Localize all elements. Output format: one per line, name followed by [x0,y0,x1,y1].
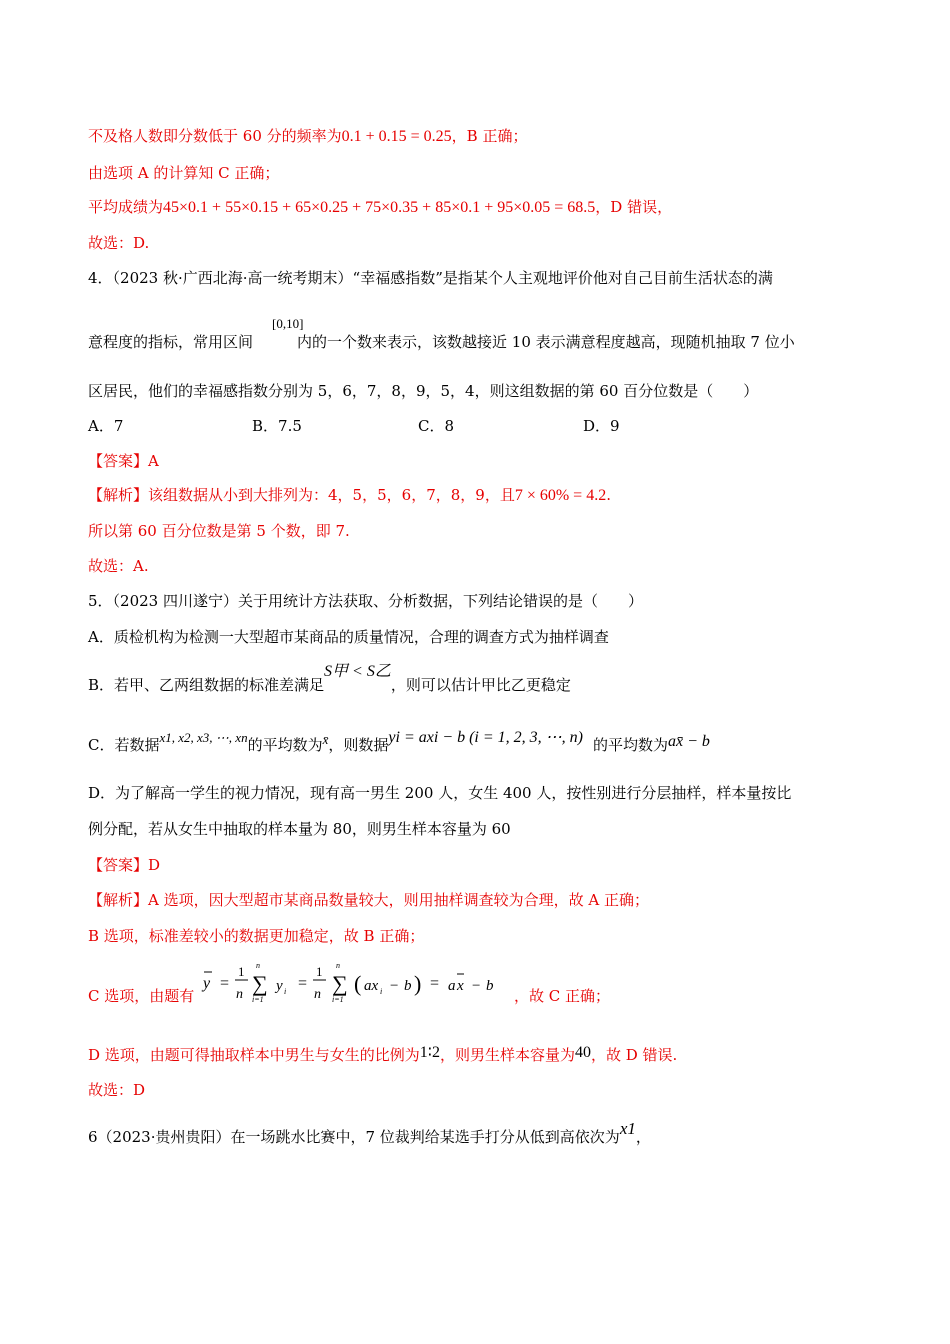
q4-stem-1: 4．（2023 秋·广西北海·高一统考期末）“幸福感指数”是指某个人主观地评价他对自己目前生活状态的满 [88,269,773,287]
q4-option-a: A．7 [88,417,124,435]
q5-mean-formula [198,958,512,1010]
q5-option-c [88,729,710,756]
q4-analysis-label: 【解析】 [88,486,149,504]
q4-pick: 故选：A. [88,557,149,575]
svg-text:i: i [284,987,287,996]
q5-analysis-1 [88,890,649,910]
q4-analysis [88,485,611,506]
q4-analysis-text: 该组数据从小到大排列为：4，5，5，6，7，8，9，且 [148,486,515,504]
svg-text:b: b [486,978,494,994]
svg-text:∑: ∑ [252,971,268,996]
q4-analysis-math: 7 × 60% = 4.2 [514,487,607,504]
svg-text:ax: ax [364,978,379,994]
q5-option-c-text2: 的平均数为 [247,736,323,754]
q4-interval: [0,10] [272,316,304,331]
q5-analysis-4-tail: ，故 D 错误. [590,1046,678,1064]
q3-l3-math: 45×0.1 + 55×0.15 + 65×0.25 + 75×0.35 + 85×0.1 + 95×0.05 = 68.5 [163,199,596,216]
svg-text:x: x [457,978,464,994]
svg-text:y: y [203,975,211,992]
svg-text:n: n [236,987,243,1002]
svg-text:1: 1 [238,964,245,979]
q5-stem: 5．（2023 四川遂宁）关于用统计方法获取、分析数据，下列结论错误的是（ ） [88,592,643,610]
q5-option-c-text3: ，则数据 [328,736,389,754]
q5-analysis-4-count: 40 [574,1044,591,1061]
svg-text:y: y [276,978,283,994]
svg-text:i=1: i=1 [252,995,264,1004]
q5-analysis-4-text: D 选项，由题可得抽取样本中男生与女生的比例为 [88,1046,420,1064]
q5-option-d-2: 例分配，若从女生中抽取的样本量为 80，则男生样本容量为 60 [88,820,511,838]
q5-option-b-tail: ，则可以估计甲比乙更稳定 [390,676,571,694]
q5-analysis-a: A 选项，因大型超市某商品数量较大，则用抽样调查较为合理，故 A 正确； [148,891,649,909]
q5-option-c-math1: x1, x2, x3, ⋯, xn [159,730,248,745]
q3-line-1 [88,126,527,147]
svg-text:−: − [472,978,481,994]
q4-stem-2a: 意程度的指标，常用区间 [88,333,254,351]
svg-text:i=1: i=1 [332,995,344,1004]
q5-analysis-3-tail: ，故 C 正确； [514,987,611,1005]
q6-tail: ， [635,1128,651,1146]
q4-stem-2b: 内的一个数来表示，该数越接近 10 表示满意程度越高，现随机抽取 7 位小 [297,333,795,351]
q5-pick: 故选：D [88,1081,146,1099]
svg-text:−: − [390,978,399,994]
svg-text:i: i [380,987,383,996]
svg-text:n: n [314,987,321,1002]
svg-text:=: = [220,975,230,992]
q6-stem [88,1119,651,1147]
q3-line-4: 故选：D. [88,234,150,252]
svg-text:=: = [430,975,440,992]
q3-line-2: 由选项 A 的计算知 C 正确； [88,164,280,182]
q5-option-b-math: S甲 < S乙 [324,663,391,680]
q6-stem-text: 6（2023·贵州贵阳）在一场跳水比赛中，7 位裁判给某选手打分从低到高依次为 [88,1128,620,1146]
q5-option-b [88,663,571,696]
q3-l3-text: 平均成绩为 [88,198,164,216]
q3-l1-math: 0.1 + 0.15 = 0.25 [341,128,452,145]
q4-answer: 【答案】A [88,452,159,470]
q4-option-c: C．8 [418,417,455,435]
q5-option-c-math3: yi = axi − b (i = 1, 2, 3, ⋯, n) [388,729,583,746]
q5-analysis-3 [88,986,194,1006]
q5-analysis-4-ratio: 1∶2 [419,1044,440,1061]
svg-text:n: n [256,961,260,970]
q3-l3-tail: ，D 错误， [595,198,673,216]
q5-analysis-2: B 选项，标准差较小的数据更加稳定，故 B 正确； [88,927,425,945]
svg-text:b: b [404,978,412,994]
q4-analysis-tail: . [606,486,611,504]
q5-analysis-4-text2: ，则男生样本容量为 [439,1046,575,1064]
q5-answer: 【答案】D [88,856,161,874]
q5-option-c-text4: 的平均数为 [592,736,668,754]
q4-option-d: D．9 [583,417,620,435]
q5-analysis-label: 【解析】 [88,891,149,909]
q5-option-b-text: B．若甲、乙两组数据的标准差满足 [88,676,325,694]
q5-option-c-math4: ax̄ − b [668,733,710,750]
q4-stem-2 [88,332,795,352]
q5-option-c-text: C．若数据 [88,736,160,754]
svg-text:1: 1 [316,964,323,979]
svg-text:n: n [336,961,340,970]
q3-line-3 [88,197,672,218]
q5-option-c-math2: x̄ [322,732,329,747]
svg-text:a: a [448,978,456,994]
q4-stem-3: 区居民，他们的幸福感指数分别为 5，6，7，8，9，5，4，则这组数据的第 60 百分位数是（ ） [88,382,759,400]
q4-so: 所以第 60 百分位数是第 5 个数，即 7. [88,522,350,540]
svg-text:(: ( [354,971,362,996]
svg-text:): ) [414,971,422,996]
svg-text:=: = [298,975,308,992]
q4-option-b: B．7.5 [252,417,302,435]
q5-option-d-1: D．为了解高一学生的视力情况，现有高一男生 200 人，女生 400 人，按性别进行分层抽样，样本量按比 [88,784,792,802]
q3-l1-text: 不及格人数即分数低于 60 分的频率为 [88,127,342,145]
q5-option-a: A．质检机构为检测一大型超市某商品的质量情况，合理的调查方式为抽样调查 [88,628,609,646]
q3-l1-tail: ，B 正确； [451,127,528,145]
svg-text:∑: ∑ [332,971,348,996]
q5-analysis-4 [88,1045,677,1066]
q5-analysis-3-text: C 选项，由题有 [88,987,195,1005]
q6-math: x1 [619,1119,636,1138]
